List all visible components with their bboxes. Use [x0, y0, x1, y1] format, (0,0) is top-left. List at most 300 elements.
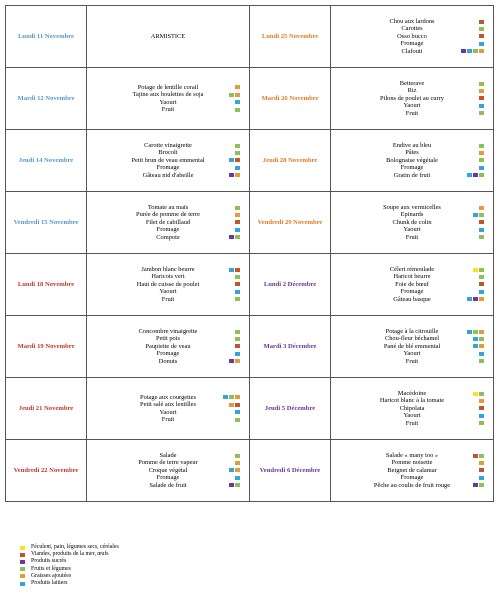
food-group-blue-square [467, 297, 472, 301]
dish-name: Fromage [400, 164, 424, 172]
dish-item [87, 296, 249, 303]
dish-name: Yaourt [403, 226, 421, 234]
dish-name: Yaourt [159, 98, 177, 106]
food-group-blue-square [479, 166, 484, 170]
food-group-orange-square [479, 330, 484, 334]
food-group-green-square [479, 392, 484, 396]
dish-name: Purée de pomme de terre [136, 211, 200, 219]
dish-item [87, 91, 249, 98]
dish-item [331, 412, 493, 419]
food-group-marks [235, 220, 240, 224]
day-label: Vendredi 15 Novembre [6, 192, 87, 254]
food-group-marks [473, 344, 484, 348]
food-group-orange-square [235, 93, 240, 97]
dish-name: Pané de blé emmental [383, 342, 441, 350]
legend-item [20, 551, 119, 558]
food-group-green-square [479, 421, 484, 425]
food-group-brown-square [479, 406, 484, 410]
food-group-blue-square [479, 414, 484, 418]
food-group-marks [473, 392, 484, 396]
food-group-green-square [235, 330, 240, 334]
food-group-green-square [235, 275, 240, 279]
food-group-marks [479, 414, 484, 418]
food-group-marks [479, 282, 484, 286]
day-label: Jeudi 5 Décembre [250, 378, 331, 440]
dish-name: Bolognaise végétale [386, 156, 438, 164]
dish-item [87, 416, 249, 423]
legend-purple-square [20, 560, 25, 564]
dish-name: Fromage [156, 474, 180, 482]
dish-list [87, 394, 249, 424]
dish-name: Fromage [156, 226, 180, 234]
menu-row [6, 192, 494, 254]
dish-name: Pêche au coulis de fruit rouge [373, 481, 451, 489]
food-group-marks [235, 410, 240, 414]
menu-cell [331, 6, 494, 68]
dish-item [331, 204, 493, 211]
dish-name: Concombre vinaigrette [138, 328, 198, 336]
food-group-blue-square [479, 476, 484, 480]
food-group-marks [467, 173, 484, 177]
food-group-green-square [235, 454, 240, 458]
day-label: Mardi 19 Novembre [6, 316, 87, 378]
dish-item [87, 281, 249, 288]
food-group-green-square [479, 27, 484, 31]
day-label: Jeudi 14 Novembre [6, 130, 87, 192]
dish-name: Brocoli [158, 149, 178, 157]
dish-item [331, 219, 493, 226]
food-group-marks [479, 20, 484, 24]
menu-cell [331, 378, 494, 440]
dish-item [331, 335, 493, 342]
legend-orange-square [20, 574, 25, 578]
food-group-green-square [229, 93, 234, 97]
menu-cell [87, 130, 250, 192]
food-group-marks [479, 290, 484, 294]
dish-name: Donuts [158, 357, 178, 365]
food-group-green-square [235, 108, 240, 112]
food-group-marks [235, 213, 240, 217]
food-group-orange-square [235, 395, 240, 399]
dish-name: Croque végétal [148, 466, 188, 474]
dish-item [87, 149, 249, 156]
menu-cell [331, 68, 494, 130]
dish-item [87, 106, 249, 113]
day-label: Vendredi 6 Décembre [250, 440, 331, 502]
day-label: Lundi 11 Novembre [6, 6, 87, 68]
dish-list [87, 204, 249, 241]
food-group-blue-square [479, 228, 484, 232]
dish-name: Salade [159, 452, 177, 460]
menu-row [6, 130, 494, 192]
dish-item [87, 266, 249, 273]
dish-item [87, 219, 249, 226]
food-group-brown-square [479, 34, 484, 38]
food-group-marks [479, 468, 484, 472]
food-group-marks [473, 268, 484, 272]
food-group-marks [235, 330, 240, 334]
food-group-orange-square [479, 344, 484, 348]
dish-name: Chunk de colin [392, 218, 432, 226]
dish-item [87, 99, 249, 106]
food-group-green-square [479, 235, 484, 239]
food-group-orange-square [235, 213, 240, 217]
menu-row [6, 440, 494, 502]
dish-name: Pomme noisette [391, 459, 433, 467]
food-group-marks [479, 476, 484, 480]
dish-name: Yaourt [403, 412, 421, 420]
food-group-marks [235, 100, 240, 104]
food-group-brown-square [235, 282, 240, 286]
dish-name: Fruit [405, 109, 419, 117]
food-group-marks [229, 359, 240, 363]
day-label: Mardi 26 Novembre [250, 68, 331, 130]
food-group-green-square [235, 337, 240, 341]
menu-cell [331, 440, 494, 502]
food-group-green-square [235, 206, 240, 210]
food-group-yellow-square [473, 392, 478, 396]
dish-name: Fruit [405, 419, 419, 427]
food-group-green-square [479, 337, 484, 341]
food-group-orange-square [235, 461, 240, 465]
food-group-blue-square [467, 173, 472, 177]
dish-item [331, 102, 493, 109]
dish-name: Foie de bœuf [395, 280, 429, 288]
food-group-green-square [479, 173, 484, 177]
food-group-marks [235, 476, 240, 480]
dish-name: Chipolata [399, 404, 425, 412]
food-group-purple-square [229, 173, 234, 177]
food-group-marks [479, 228, 484, 232]
dish-item [331, 350, 493, 357]
dish-name: Fruit [161, 105, 175, 113]
food-group-marks [229, 173, 240, 177]
food-group-blue-square [229, 468, 234, 472]
dish-item [87, 358, 249, 365]
food-group-blue-square [473, 344, 478, 348]
food-group-marks [479, 399, 484, 403]
food-group-blue-square [235, 352, 240, 356]
dish-item [331, 18, 493, 25]
dish-name: Tajine aux boulettes de soja [132, 91, 204, 99]
food-group-marks [467, 297, 484, 301]
food-group-marks [479, 144, 484, 148]
dish-item [331, 474, 493, 481]
day-label: Vendredi 22 Novembre [6, 440, 87, 502]
menu-row [6, 254, 494, 316]
dish-name: Tomate au maïs [147, 204, 189, 212]
dish-list [331, 18, 493, 55]
food-group-marks [235, 151, 240, 155]
food-group-marks [235, 344, 240, 348]
dish-item [331, 110, 493, 117]
dish-name: Céleri rémoulade [389, 266, 435, 274]
dish-list [87, 84, 249, 114]
food-group-blue-square [467, 49, 472, 53]
dish-list [87, 266, 249, 303]
dish-name: Salade « many too » [385, 452, 439, 460]
day-label: Mardi 3 Décembre [250, 316, 331, 378]
menu-cell [87, 440, 250, 502]
food-group-purple-square [473, 173, 478, 177]
dish-item [331, 452, 493, 459]
dish-name: Riz [407, 87, 417, 95]
food-group-yellow-square [473, 268, 478, 272]
food-group-brown-square [479, 20, 484, 24]
food-group-green-square [235, 483, 240, 487]
dish-name: Betterave [399, 80, 425, 88]
food-group-marks [235, 418, 240, 422]
dish-item [87, 459, 249, 466]
menu-cell [87, 378, 250, 440]
food-group-green-square [235, 151, 240, 155]
dish-item [331, 343, 493, 350]
menu-cell [87, 6, 250, 68]
food-group-marks [479, 96, 484, 100]
dish-item [331, 467, 493, 474]
dish-item [87, 474, 249, 481]
dish-name: Fruit [161, 415, 175, 423]
food-group-blue-square [479, 290, 484, 294]
food-group-orange-square [235, 173, 240, 177]
dish-name: Gâteau basque [393, 295, 431, 303]
legend-label: Produits laitiers [31, 579, 68, 586]
dish-name: Paupiette de veau [145, 342, 191, 350]
food-group-blue-square [235, 476, 240, 480]
menu-cell [331, 254, 494, 316]
food-group-brown-square [235, 268, 240, 272]
food-group-purple-square [461, 49, 466, 53]
legend-label: Graisses ajoutées [31, 572, 72, 579]
dish-item [87, 482, 249, 489]
dish-name: Fruit [161, 295, 175, 303]
food-group-blue-square [235, 166, 240, 170]
food-group-blue-square [479, 42, 484, 46]
dish-name: Potage de lentille corail [137, 83, 199, 91]
legend [20, 544, 119, 587]
food-group-marks [479, 275, 484, 279]
dish-name: Fromage [400, 474, 424, 482]
dish-item [331, 397, 493, 404]
food-group-marks [479, 421, 484, 425]
dish-item [331, 48, 493, 55]
food-group-orange-square [235, 359, 240, 363]
food-group-purple-square [229, 483, 234, 487]
dish-item [331, 149, 493, 156]
food-group-green-square [479, 82, 484, 86]
dish-item [87, 273, 249, 280]
food-group-orange-square [479, 297, 484, 301]
food-group-green-square [229, 395, 234, 399]
dish-item [331, 296, 493, 303]
day-label: Jeudi 28 Novembre [250, 130, 331, 192]
food-group-marks [473, 213, 484, 217]
food-group-green-square [479, 268, 484, 272]
dish-item [87, 33, 249, 40]
dish-list [331, 266, 493, 303]
legend-item [20, 573, 119, 580]
food-group-brown-square [235, 344, 240, 348]
food-group-orange-square [479, 206, 484, 210]
dish-list [87, 328, 249, 365]
menu-cell [87, 254, 250, 316]
food-group-marks [479, 461, 484, 465]
dish-item [87, 394, 249, 401]
legend-label: Fruits et légumes [31, 565, 71, 572]
dish-item [331, 40, 493, 47]
dish-name: Fromage [400, 40, 424, 48]
menu-row [6, 378, 494, 440]
food-group-marks [235, 352, 240, 356]
food-group-purple-square [229, 235, 234, 239]
dish-name: Beignet de calamar [387, 466, 437, 474]
food-group-blue-square [229, 268, 234, 272]
food-group-marks [235, 454, 240, 458]
food-group-marks [229, 468, 240, 472]
food-group-orange-square [479, 399, 484, 403]
food-group-marks [479, 151, 484, 155]
dish-item [87, 157, 249, 164]
dish-name: Gratin de fruit [393, 171, 431, 179]
dish-name: Haricot blanc à la tomate [379, 397, 445, 405]
menu-cell [87, 68, 250, 130]
food-group-marks [223, 395, 240, 399]
dish-name: Pomme de terre vapeur [138, 459, 198, 467]
food-group-marks [479, 220, 484, 224]
dish-item [87, 452, 249, 459]
dish-list [331, 142, 493, 179]
dish-item [87, 335, 249, 342]
food-group-brown-square [479, 468, 484, 472]
legend-brown-square [20, 553, 25, 557]
legend-green-square [20, 567, 25, 571]
food-group-marks [235, 85, 240, 89]
food-group-marks [479, 82, 484, 86]
food-group-green-square [479, 111, 484, 115]
dish-item [87, 350, 249, 357]
dish-item [331, 266, 493, 273]
dish-list [87, 142, 249, 179]
food-group-marks [235, 275, 240, 279]
dish-item [87, 234, 249, 241]
menu-row [6, 6, 494, 68]
dish-list [331, 328, 493, 365]
food-group-marks [473, 483, 484, 487]
food-group-marks [479, 235, 484, 239]
dish-item [87, 204, 249, 211]
food-group-green-square [479, 158, 484, 162]
food-group-green-square [235, 418, 240, 422]
food-group-marks [479, 359, 484, 363]
dish-name: Gâteau nid d'abeille [142, 171, 194, 179]
food-group-green-square [479, 359, 484, 363]
day-label: Lundi 25 Novembre [250, 6, 331, 68]
food-group-marks [235, 337, 240, 341]
dish-name: Chou aux lardons [389, 18, 435, 26]
food-group-brown-square [479, 96, 484, 100]
dish-item [87, 164, 249, 171]
dish-item [331, 80, 493, 87]
dish-name: Chou-fleur béchamel [384, 335, 440, 343]
dish-list [331, 390, 493, 427]
dish-name: Clafouti [401, 47, 423, 55]
food-group-blue-square [235, 100, 240, 104]
menu-table [5, 5, 494, 502]
food-group-blue-square [235, 228, 240, 232]
dish-name: Fromage [400, 288, 424, 296]
food-group-green-square [479, 483, 484, 487]
food-group-blue-square [229, 158, 234, 162]
food-group-marks [229, 483, 240, 487]
dish-item [331, 164, 493, 171]
dish-item [331, 390, 493, 397]
food-group-orange-square [479, 89, 484, 93]
food-group-marks [229, 235, 240, 239]
dish-item [87, 409, 249, 416]
food-group-brown-square [235, 220, 240, 224]
dish-item [331, 405, 493, 412]
legend-label: Produits sucrés [31, 558, 67, 565]
food-group-marks [479, 27, 484, 31]
food-group-marks [479, 166, 484, 170]
food-group-marks [235, 290, 240, 294]
dish-item [87, 211, 249, 218]
dish-item [87, 172, 249, 179]
food-group-green-square [473, 49, 478, 53]
dish-name: ARMISTICE [150, 32, 186, 40]
dish-name: Carottes [401, 25, 423, 33]
dish-item [331, 281, 493, 288]
dish-item [331, 273, 493, 280]
dish-item [331, 226, 493, 233]
dish-name: Yaourt [403, 102, 421, 110]
dish-name: Yaourt [159, 288, 177, 296]
dish-item [331, 358, 493, 365]
legend-blue-square [20, 582, 25, 586]
dish-item [331, 328, 493, 335]
food-group-green-square [235, 297, 240, 301]
dish-item [87, 226, 249, 233]
food-group-marks [479, 158, 484, 162]
food-group-marks [235, 282, 240, 286]
dish-item [87, 467, 249, 474]
dish-name: Soupe aux vermicelles [383, 204, 441, 212]
dish-item [331, 288, 493, 295]
food-group-blue-square [473, 337, 478, 341]
food-group-orange-square [229, 403, 234, 407]
food-group-purple-square [229, 359, 234, 363]
legend-item [20, 558, 119, 565]
food-group-marks [229, 93, 240, 97]
food-group-blue-square [235, 290, 240, 294]
food-group-green-square [479, 454, 484, 458]
dish-name: Macédoine [397, 390, 427, 398]
food-group-green-square [479, 144, 484, 148]
dish-item [331, 87, 493, 94]
dish-name: Fruit [405, 233, 419, 241]
food-group-marks [235, 297, 240, 301]
dish-item [331, 142, 493, 149]
food-group-brown-square [473, 454, 478, 458]
food-group-marks [467, 330, 484, 334]
menu-cell [331, 316, 494, 378]
legend-label: Viandes, produits de la mer, œufs [31, 551, 109, 558]
dish-list [331, 452, 493, 489]
food-group-blue-square [467, 330, 472, 334]
food-group-green-square [479, 213, 484, 217]
food-group-green-square [473, 330, 478, 334]
legend-item [20, 580, 119, 587]
